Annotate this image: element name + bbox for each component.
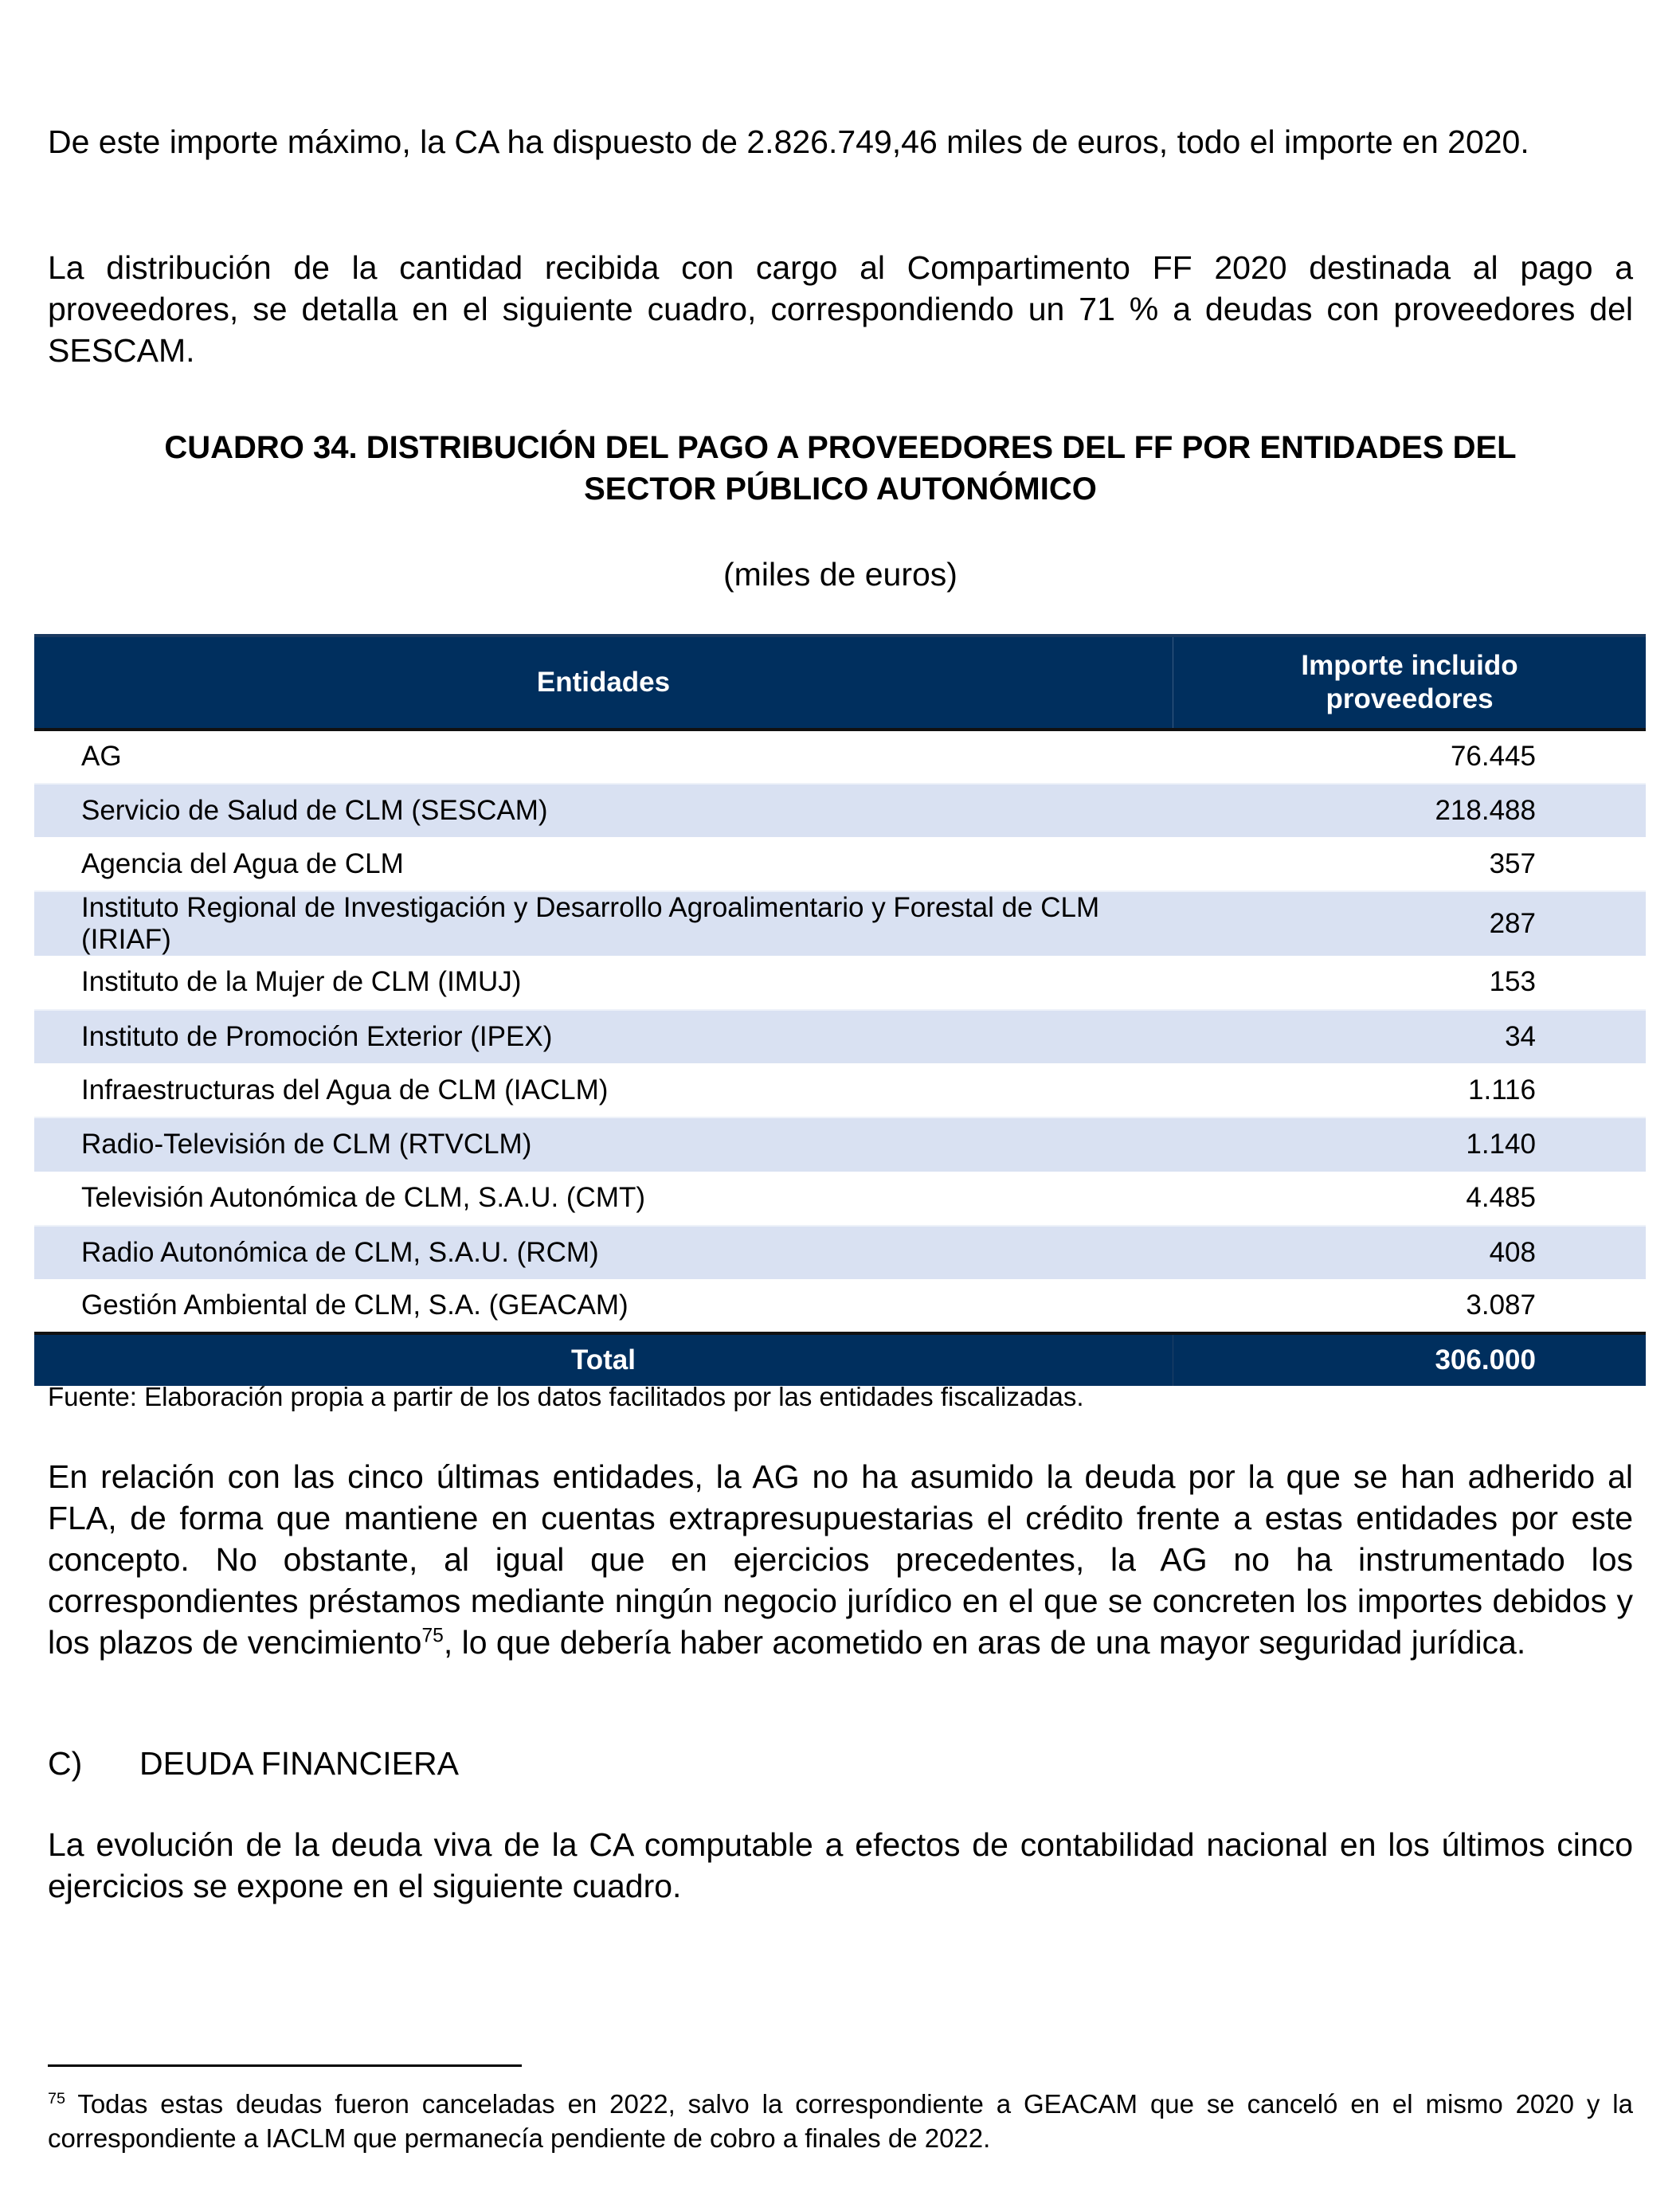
entity-amount: 408 (1173, 1226, 1647, 1280)
entity-name: Radio-Televisión de CLM (RTVCLM) (34, 1117, 1173, 1172)
entity-name: Instituto de Promoción Exterior (IPEX) (34, 1010, 1173, 1064)
table-row (34, 1063, 1646, 1117)
entity-amount: 153 (1489, 966, 1536, 998)
total-amount: 306.000 (1173, 1333, 1647, 1386)
entity-name: Instituto de la Mujer de CLM (IMUJ) (81, 966, 522, 998)
footnote-number: 75 (48, 2090, 66, 2107)
header-importe (1173, 636, 1647, 730)
section-heading (48, 1743, 459, 1784)
section-title: DEUDA FINANCIERA (139, 1745, 459, 1782)
table-title (48, 427, 1633, 510)
table-header-row (34, 636, 1646, 730)
entity-amount: 287 (1173, 891, 1647, 956)
table-source-note: Fuente: Elaboración propia a partir de los datos facilitados por las entidades fiscalizadas. (48, 1382, 1084, 1411)
paragraph-text: , lo que debería haber acometido en aras de una mayor seguridad jurídica. (443, 1624, 1526, 1661)
entity-name: Gestión Ambiental de CLM, S.A. (GEACAM) (81, 1289, 629, 1321)
table-row (34, 1226, 1646, 1280)
table-row (34, 784, 1646, 838)
header-importe-line1: Importe incluido (1301, 650, 1518, 681)
table-row (34, 1117, 1646, 1172)
paragraph-distribucion: La distribución de la cantidad recibida con cargo al Compartimento FF 2020 destinada al pago a proveedores, se detalla en el siguiente cuadro, correspondiendo un 71 % a deudas con proveedores del SESCAM. (48, 249, 1633, 369)
entity-name: Agencia del Agua de CLM (81, 847, 404, 879)
entity-amount: 218.488 (1173, 784, 1647, 838)
entity-name: AG (81, 741, 122, 773)
proveedores-table (34, 634, 1646, 1386)
entity-amount: 4.485 (1466, 1182, 1536, 1214)
entity-name: Radio Autonómica de CLM, S.A.U. (RCM) (34, 1226, 1173, 1280)
entity-name: Televisión Autonómica de CLM, S.A.U. (CMT) (81, 1182, 646, 1214)
table-row (34, 956, 1646, 1010)
paragraph-importe-dispuesto: De este importe máximo, la CA ha dispuesto de 2.826.749,46 miles de euros, todo el importe en 2020. (48, 123, 1529, 160)
header-entidades: Entidades (536, 667, 671, 698)
entity-amount: 1.116 (1468, 1074, 1536, 1106)
table-row (34, 1172, 1646, 1226)
paragraph-cinco-ultimas-entidades (48, 1456, 1633, 1663)
entity-amount: 3.087 (1466, 1289, 1536, 1321)
paragraph-deuda-viva: La evolución de la deuda viva de la CA computable a efectos de contabilidad nacional en los últimos cinco ejercicios se expone en el siguiente cuadro. (48, 1826, 1633, 1904)
entity-name: Infraestructuras del Agua de CLM (IACLM) (81, 1074, 609, 1106)
footnote (48, 2087, 1633, 2155)
table-title-line1: CUADRO 34. DISTRIBUCIÓN DEL PAGO A PROVEEDORES DEL FF POR ENTIDADES DEL (164, 430, 1517, 465)
total-label: Total (570, 1344, 636, 1376)
section-letter: C) (48, 1745, 83, 1782)
table-row (34, 1010, 1646, 1064)
table-row (34, 730, 1646, 784)
paragraph-text: En relación con las cinco últimas entidades, la AG no ha asumido la deuda por la que se han adherido al FLA, de forma que mantiene en cuentas extrapresupuestarias el crédito frente a estas entidades por este concepto. No obstante, al igual que en ejercicios precedentes, la AG no ha instrumentado los correspondientes préstamos mediante ningún negocio jurídico en el que se concreten los importes debidos y los plazos de vencimiento (48, 1458, 1633, 1661)
entity-amount: 357 (1489, 847, 1536, 879)
table-total-row (34, 1333, 1646, 1386)
footnote-text: Todas estas deudas fueron canceladas en 2022, salvo la correspondiente a GEACAM que se canceló en el mismo 2020 y la correspondiente a IACLM que permanecía pendiente de cobro a finales de 2022. (48, 2089, 1633, 2153)
footnote-reference[interactable]: 75 (421, 1625, 444, 1647)
entity-name: Servicio de Salud de CLM (SESCAM) (34, 784, 1173, 838)
entity-amount: 1.140 (1173, 1117, 1647, 1172)
table-row (34, 1279, 1646, 1333)
entity-name: Instituto Regional de Investigación y Desarrollo Agroalimentario y Forestal de CLM (IRIAF) (34, 891, 1173, 956)
entity-amount: 76.445 (1450, 741, 1536, 773)
footnote-separator (48, 2064, 522, 2067)
header-importe-line2: proveedores (1326, 683, 1494, 714)
table-row (34, 837, 1646, 891)
entity-amount: 34 (1173, 1010, 1647, 1064)
table-unit: (miles de euros) (723, 556, 957, 593)
table-title-line2: SECTOR PÚBLICO AUTONÓMICO (584, 472, 1097, 507)
table-row (34, 891, 1646, 956)
